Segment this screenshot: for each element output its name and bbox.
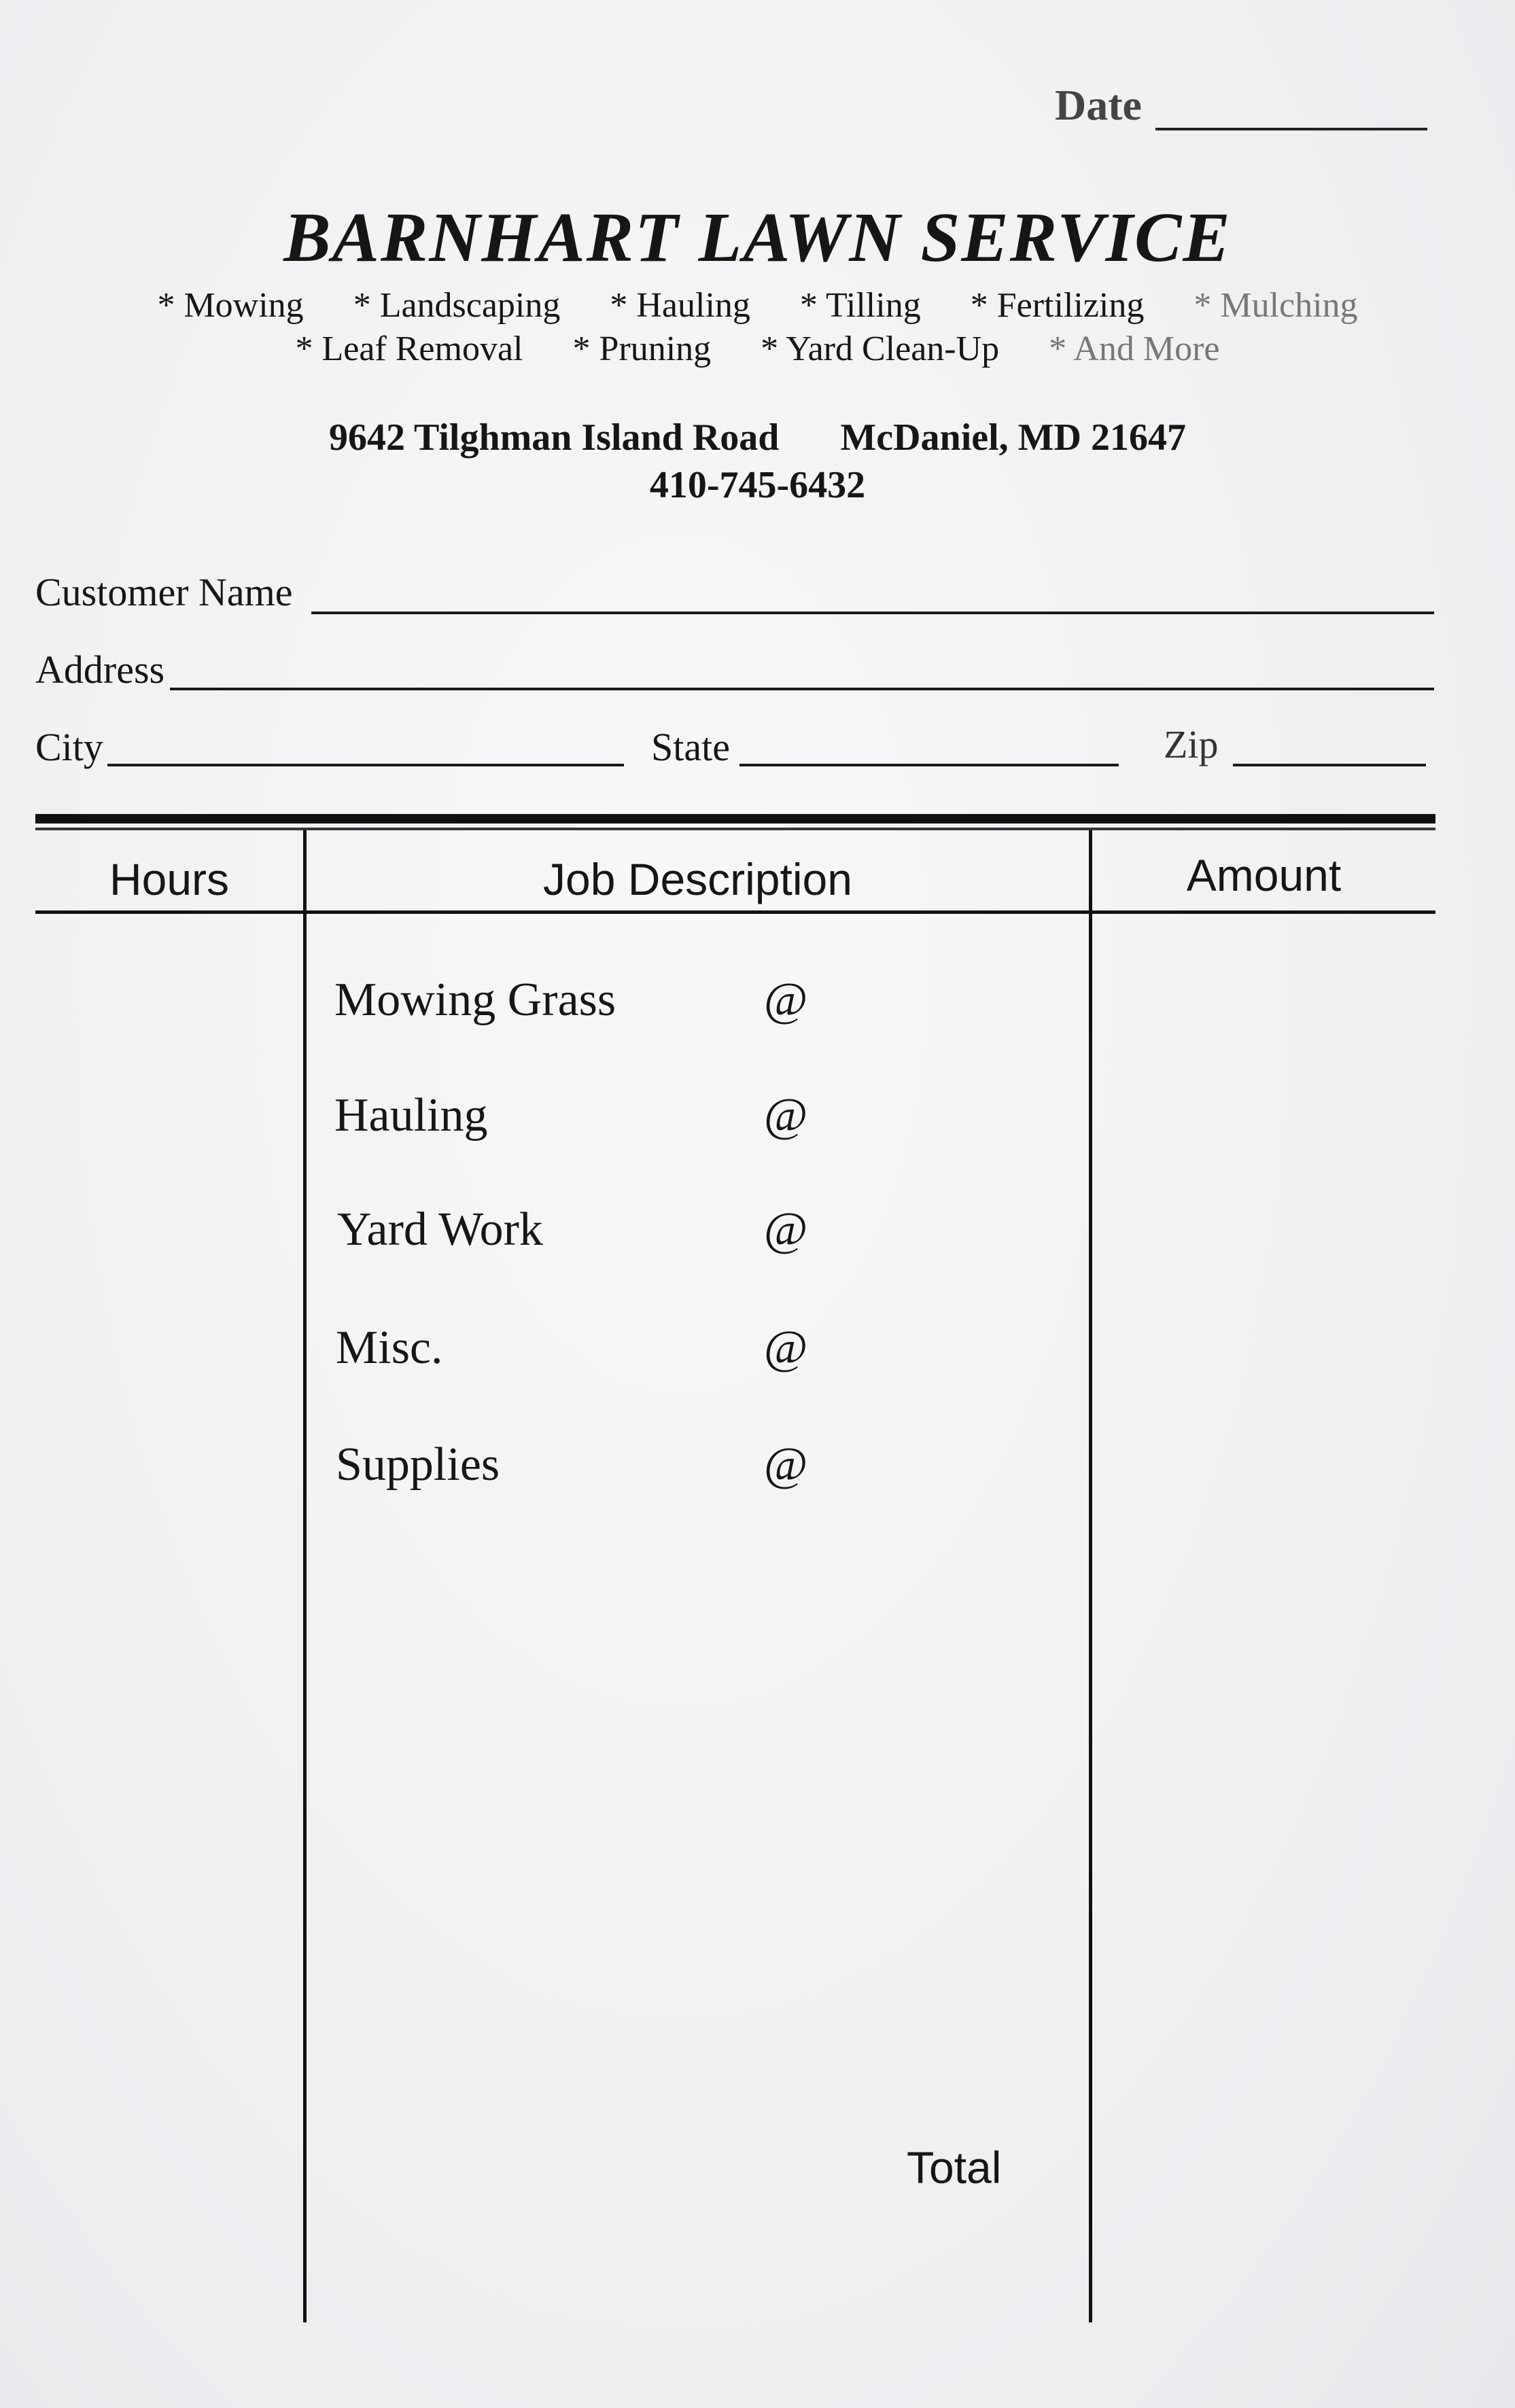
table-top-rule [35,814,1435,824]
service-yard-clean-up: * Yard Clean-Up [761,330,1000,368]
service-tilling: * Tilling [799,286,921,325]
company-street: 9642 Tilghman Island Road [329,417,780,459]
customer-name-label: Customer Name [35,570,293,614]
service-hauling: * Hauling [610,286,750,325]
city-field[interactable] [107,764,624,766]
address-field[interactable] [170,688,1434,690]
column-header-job-description: Job Description [543,854,852,904]
hours-column-divider [303,830,307,2322]
company-city-state-zip: McDaniel, MD 21647 [840,417,1186,459]
service-and-more: * And More [1049,330,1220,368]
services-row-1 [0,285,1515,325]
job-item-hauling: Hauling [334,1089,488,1141]
table-header-rule [35,910,1435,914]
service-mulching: * Mulching [1194,286,1358,325]
services-row-2 [0,329,1515,369]
state-label: State [651,725,730,769]
total-label: Total [907,2142,1002,2193]
rate-symbol-hauling: @ [764,1089,808,1141]
address-label: Address [35,648,165,692]
job-item-yard-work: Yard Work [337,1203,543,1256]
rate-symbol-yard-work: @ [764,1203,808,1256]
zip-field[interactable] [1233,764,1426,766]
city-label: City [35,725,103,769]
service-landscaping: * Landscaping [353,286,561,325]
service-pruning: * Pruning [572,330,712,368]
zip-label: Zip [1164,722,1219,766]
job-item-mowing-grass: Mowing Grass [334,974,616,1026]
job-item-supplies: Supplies [336,1438,500,1491]
date-label: Date [1055,81,1142,129]
service-mowing: * Mowing [157,286,304,325]
company-address [0,416,1515,459]
company-name: BARNHART LAWN SERVICE [283,198,1232,277]
state-field[interactable] [739,764,1119,766]
customer-name-field[interactable] [311,612,1434,614]
rate-symbol-supplies: @ [764,1438,808,1491]
column-header-hours: Hours [109,854,230,904]
column-header-amount: Amount [1186,850,1342,900]
service-fertilizing: * Fertilizing [970,286,1145,325]
table-top-rule-secondary [35,828,1435,830]
rate-symbol-mowing-grass: @ [764,974,808,1026]
company-phone: 410-745-6432 [649,464,866,506]
rate-symbol-misc: @ [764,1322,808,1374]
date-field-line[interactable] [1155,128,1427,130]
service-leaf-removal: * Leaf Removal [295,330,523,368]
amount-column-divider [1089,830,1092,2322]
job-item-misc: Misc. [336,1322,443,1374]
